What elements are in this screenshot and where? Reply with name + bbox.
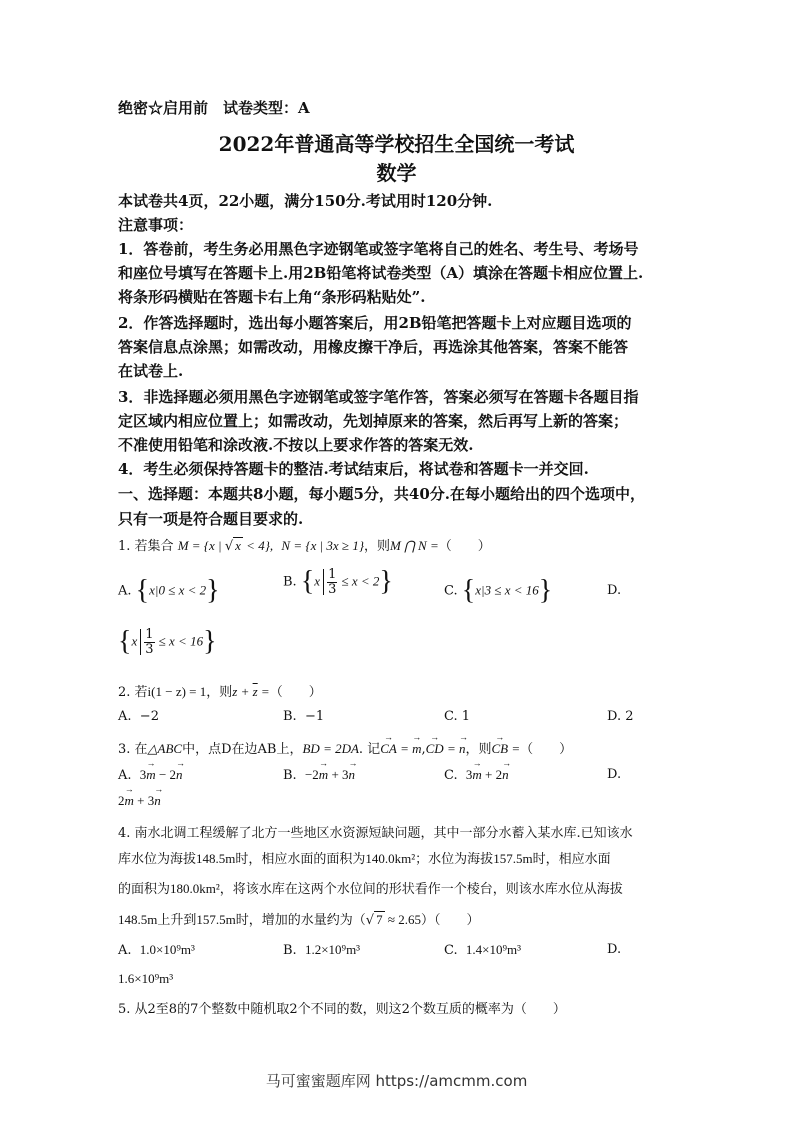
section1-heading-line-1: 一、选择题：本题共8小题，每小题5分，共40分.在每小题给出的四个选项中， [118, 485, 645, 503]
notice-title: 注意事项： [118, 216, 194, 234]
section1-heading-line-2: 只有一项是符合题目要求的. [118, 510, 304, 528]
sqrt-symbol: √ x [224, 538, 241, 554]
q3-option-a[interactable]: A. 3→ m − 2→ n [118, 767, 183, 783]
q3-option-d-label: D. [607, 767, 622, 782]
q1-option-d-label: D. [607, 583, 622, 598]
question-2-stem: 2. 若i(1 − z) = 1，则$z + \overline{z}$ =（ ） [118, 684, 322, 700]
question-3-stem: 3. 在△ABC中，点D在边AB上，BD = 2DA. 记→ CA = → m,→ CD = → n，则→ CB =（ ） [118, 738, 572, 757]
q3-option-c[interactable]: C. 3→ m + 2→ n [444, 767, 509, 783]
notice-item-1-line-1: 1．答卷前，考生务必用黑色字迹钢笔或签字笔将自己的姓名、考生号、考场号 [118, 240, 639, 258]
question-5-stem: 5. 从2至8的7个整数中随机取2个不同的数，则这2个数互质的概率为（ ） [118, 1002, 566, 1017]
q4-option-a[interactable]: A. 1.0×10⁹m³ [118, 942, 195, 958]
notice-item-2-line-3: 在试卷上. [118, 362, 184, 380]
question-4-line-2: 库水位为海拔148.5m时，相应水面的面积为140.0km²；水位为海拔157.5m时，相应水面 [118, 851, 611, 867]
notice-item-4: 4．考生必须保持答题卡的整洁.考试结束后，将试卷和答题卡一并交回. [118, 460, 589, 478]
q4-option-d[interactable]: 1.6×10⁹m³ [118, 971, 174, 986]
q3-option-d[interactable]: 2→ m + 3→ n [118, 793, 161, 809]
q1-option-d[interactable]: {x $\frac{1}{3}$ ≤ x < 16} [118, 626, 217, 657]
q2-option-c[interactable]: C. 1 [444, 709, 471, 724]
notice-item-1-line-2: 和座位号填写在答题卡上.用2B铅笔将试卷类型（A）填涂在答题卡相应位置上. [118, 264, 644, 282]
q1-option-a[interactable]: A. {x|0 ≤ x < 2} [118, 575, 220, 606]
exam-subject: 数学 [376, 161, 417, 185]
q2-option-a[interactable]: A. −2 [118, 709, 159, 724]
question-4-line-3: 的面积为180.0km²，将该水库在这两个水位间的形状看作一个棱台，则该水库水位从海拔 [118, 881, 623, 897]
fraction: $\frac{1}{3}$ [145, 626, 154, 657]
question-4-line-1: 4. 南水北调工程缓解了北方一些地区水资源短缺问题，其中一部分水蓄入某水库.已知该水 [118, 826, 633, 841]
q4-option-c[interactable]: C. 1.4×10⁹m³ [444, 942, 522, 958]
q2-option-d[interactable]: D. 2 [607, 709, 634, 724]
q1-option-c[interactable]: C. {x|3 ≤ x < 16} [444, 575, 553, 606]
notice-item-3-line-2: 定区域内相应位置上；如需改动，先划掉原来的答案，然后再写上新的答案； [118, 412, 629, 430]
notice-item-3-line-3: 不准使用铅笔和涂改液.不按以上要求作答的答案无效. [118, 436, 474, 454]
instructions-summary: 本试卷共4页，22小题，满分150分.考试用时120分钟. [118, 192, 493, 210]
question-1-stem: 1. 若集合 M = {x | √ x < 4}, N = {x | 3x ≥ 1}，则M ⋂ N =（ ） [118, 538, 491, 554]
sqrt-symbol: √ 7 [365, 912, 383, 928]
confidential-label: 绝密☆启用前 试卷类型：A [118, 99, 310, 117]
q4-option-b[interactable]: B. 1.2×10⁹m³ [283, 942, 361, 958]
question-4-line-4: 148.5m上升到157.5m时，增加的水量约为（√ 7 ≈ 2.65）（ ） [118, 912, 480, 928]
notice-item-3-line-1: 3．非选择题必须用黑色字迹钢笔或签字笔作答，答案必须写在答题卡各题目指 [118, 388, 639, 406]
notice-item-1-line-3: 将条形码横贴在答题卡右上角“条形码粘贴处”. [118, 288, 426, 306]
footer-watermark: 马可蜜蜜题库网 https://amcmm.com [265, 1072, 528, 1090]
q3-option-b[interactable]: B. −2→ m + 3→ n [283, 767, 355, 783]
notice-item-2-line-1: 2．作答选择题时，选出每小题答案后，用2B铅笔把答题卡上对应题目选项的 [118, 314, 632, 332]
exam-title: 2022年普通高等学校招生全国统一考试 [218, 132, 575, 156]
q1-option-b[interactable]: B. {x $\frac{1}{3}$ ≤ x < 2} [283, 566, 393, 597]
fraction: $\frac{1}{3}$ [328, 566, 337, 597]
notice-item-2-line-2: 答案信息点涂黑；如需改动，用橡皮擦干净后，再选涂其他答案，答案不能答 [118, 338, 629, 356]
q2-option-b[interactable]: B. −1 [283, 709, 325, 724]
q4-option-d-label: D. [607, 942, 622, 957]
